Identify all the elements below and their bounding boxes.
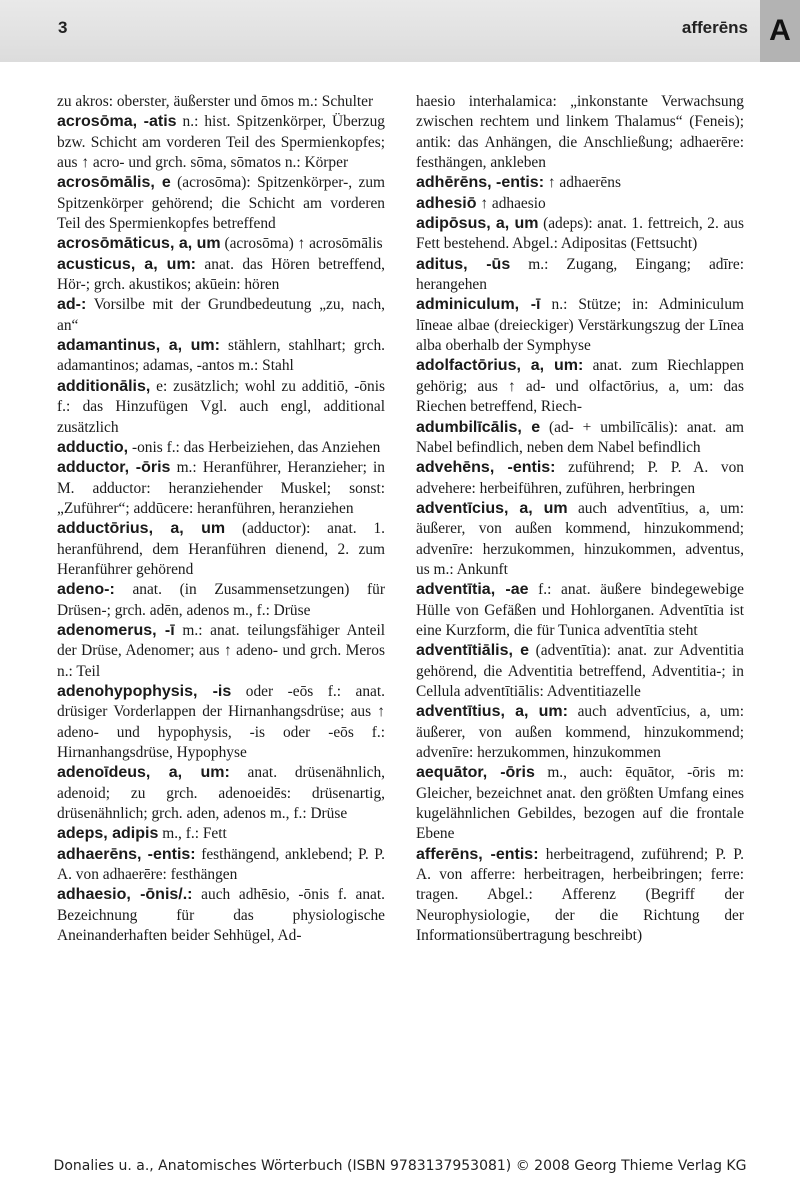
entry-headword: adamantinus, a, um: [57,337,220,355]
dictionary-entry [57,173,385,234]
dictionary-entry [416,418,744,459]
entry-headword: adventītia, -ae [416,581,529,599]
dictionary-entry [416,295,744,356]
entry-headword: adductio, [57,438,129,456]
entry-headword: adminiculum, -ī [416,296,541,314]
entry-definition: e: zusätzlich; wohl zu additiō, -ōnis f.: das Hinzufügen Vgl. auch engl, additional zusätzlich [57,377,385,436]
running-head: afferēns [681,18,748,37]
entry-headword: aequātor, -ōris [416,764,535,782]
entry-headword: adductōrius, a, um [57,520,226,538]
entry-definition: m.: anat. teilungsfähiger Anteil der Drüse, Adenomer; aus ↑ adeno- und grch. Meros n.: Teil [57,621,385,680]
entry-definition: (ad- + umbilīcālis): anat. am Nabel befindlich, neben dem Nabel befindlich [416,418,744,456]
entry-definition: stählern, stahlhart; grch. adamantinos; adamas, -antos m.: Stahl [57,337,385,375]
entry-headword: aditus, -ūs [416,255,511,273]
entry-headword: adeps, adipis [57,825,159,843]
dictionary-entry [57,234,385,254]
entry-definition: f.: anat. äußere bindegewebige Hülle von Gefäßen und Hohlorganen. Adventītia ist eine Kurzform, die für Tunica adventītia steht [416,581,745,639]
entry-definition: auch adventītius, a, um: äußerer, von außen kommend, hinzukommend; advenīre: herzukommen, hinzukommen, adventus, us m.: Ankunft [416,499,744,578]
entry-definition: anat. (in Zusammensetzungen) für Drüsen-; grch. adēn, adenos m., f.: Drüse [57,581,385,619]
entry-definition: ↑ adhaesio [476,194,546,212]
dictionary-entry [57,682,385,763]
entry-headword: adenoīdeus, a, um: [57,764,230,782]
dictionary-entry [416,702,744,763]
entry-headword: adolfactōrius, a, um: [416,357,584,375]
left-column [57,92,385,946]
entry-headword: advehēns, -entis: [416,459,556,477]
entry-headword: afferēns, -entis: [416,845,539,863]
dictionary-entry [57,112,385,173]
right-column [416,92,744,946]
dictionary-entry [57,92,385,112]
entry-definition: m.: Zugang, Eingang; adīre: herangehen [416,255,744,294]
entry-headword: acrosōmālis, e [57,174,171,192]
copyright-footer: Donalies u. a., Anatomisches Wörterbuch (ISBN 9783137953081) © 2008 Georg Thieme Verlag KG [53,1158,747,1174]
entry-headword: acusticus, a, um: [57,255,196,273]
dictionary-entry [416,255,744,296]
entry-definition: anat. zum Riechlappen gehörig; aus ↑ ad- und olfactōrius, a, um: das Riechen betreffend, Riech- [416,357,745,416]
entry-headword: adhesiō [416,194,477,212]
entry-headword: adenomerus, -ī [57,621,175,639]
dictionary-entry [416,641,744,702]
dictionary-entry [416,173,744,193]
entry-headword: adenohypophysis, -is [57,682,232,700]
entry-definition: zuführend; P. P. A. von advehere: herbeiführen, zuführen, herbringen [416,459,744,497]
entry-headword: adhaesio, -ōnis/.: [57,886,193,904]
entry-definition: ↑ adhaerēns [544,174,621,192]
dictionary-entry [57,458,385,519]
entry-definition: (adductor): anat. 1. heranführend, dem Heranführen dienend, 2. zum Heranführer gehörend [57,520,385,578]
entry-headword: ad-: [57,296,87,314]
entry-definition: auch adhēsio, -ōnis f. anat. Bezeichnung für das physiologische Aneinanderhaften beider Sehhügel, Ad- [57,886,386,945]
entry-headword: adeno-: [57,581,115,599]
dictionary-entry [57,845,385,886]
entry-headword: adventītius, a, um: [416,703,568,721]
dictionary-entry [57,621,385,682]
entry-definition: anat. das Hören betreffend, Hör-; grch. akustikos; akūein: hören [57,255,385,294]
entry-definition: haesio interhalamica: „inkonstante Verwachsung zwischen rechtem und linkem Thalamus“ (Feneis); antik: das Anhängen, die Anschließung; adhaerēre: festhängen, ankleben [416,93,744,172]
entry-headword: adhērēns, -entis: [416,174,545,192]
dictionary-entry [57,580,385,621]
dictionary-entry [416,214,744,255]
dictionary-entry [57,377,385,438]
entry-definition: anat. drüsenähnlich, adenoid; zu grch. adenoeidēs: drüsenartig, drüsenähnlich; grch. aden, adenos m., f.: Drüse [57,764,385,823]
dictionary-entry [416,580,744,641]
letter-tab: A [760,0,800,62]
entry-headword: acrosōma, -atis [57,113,177,131]
entry-definition: (acrosōma) ↑ acrosōmālis [220,235,383,253]
entry-definition: m., auch: ēquātor, -ōris m: Gleicher, bezeichnet anat. den größten Umfang eines kugelähnlichen Gebildes, bezogen auf die frontale Ebene [416,764,745,843]
dictionary-entry [57,255,385,296]
dictionary-entry [416,458,744,499]
entry-definition: n.: Stütze; in: Adminiculum līneae albae (dreieckiger) Verstärkungszug der Līnea alba oberhalb der Symphyse [416,296,745,355]
dictionary-entry [416,845,744,947]
entry-headword: adventītiālis, e [416,642,530,660]
entry-headword: acrosōmāticus, a, um [57,235,221,253]
entry-definition: herbeitragend, zuführend; P. P. A. von afferre: herbeitragen, herbeibringen; ferre: tragen. Abgel.: Afferenz (Begriff der Neurophysiologie, der die Richtung der Informationsübertragung beschreibt) [416,845,744,945]
entry-headword: adventīcius, a, um [416,499,568,517]
entry-headword: adipōsus, a, um [416,215,539,233]
dictionary-entry [57,336,385,377]
entry-headword: additionālis, [57,377,151,395]
entry-definition: auch adventīcius, a, um: äußerer, von außen kommend, hinzukommend; advenīre: herzukommen, hinzukommen [416,703,744,761]
entry-definition: festhängend, anklebend; P. P. A. von adhaerēre: festhängen [57,845,385,884]
page-number: 3 [58,18,68,37]
dictionary-entry [57,885,385,946]
entry-definition: zu akros: oberster, äußerster und ōmos m.: Schulter [57,93,374,110]
dictionary-entry [416,92,744,173]
entry-definition: m.: Heranführer, Heranzieher; in M. adductor: heranziehender Muskel; sonst: „Zuführer“; addūcere: heranführen, heranziehen [57,459,385,517]
dictionary-entry [416,499,744,580]
entry-headword: adhaerēns, -entis: [57,845,196,863]
entry-definition: -onis f.: das Herbeiziehen, das Anziehen [128,438,381,456]
entry-headword: adductor, -ōris [57,459,171,477]
entry-definition: (adventītia): anat. zur Adventitia gehörend, die Adventitia betreffend, Adventitia-; in Cellula adventītiālis: Adventitiazelle [416,642,744,700]
dictionary-entry [57,824,385,844]
entry-definition: (adeps): anat. 1. fettreich, 2. aus Fett bestehend. Abgel.: Adipositas (Fettsucht) [416,215,744,253]
entry-headword: adumbilīcālis, e [416,418,541,436]
page-header [0,0,800,62]
dictionary-entry [416,763,744,844]
dictionary-entry [57,519,385,580]
dictionary-entry [416,356,744,417]
dictionary-entry [57,438,385,458]
entry-definition: n.: hist. Spitzenkörper, Überzug bzw. Schicht am vorderen Teil des Spermienkopfes; aus ↑ acro- und grch. sōma, sōmatos n.: Körper [57,113,385,172]
dictionary-entry [57,763,385,824]
entry-definition: oder -eōs f.: anat. drüsiger Vorderlappen der Hirnanhangsdrüse; aus ↑ adeno- und hypophysis, -is oder -eōs f.: Hirnanhangsdrüse, Hypophyse [57,682,385,761]
entry-definition: m., f.: Fett [158,825,227,843]
entry-definition: Vorsilbe mit der Grundbedeutung „zu, nach, an“ [57,296,385,334]
dictionary-entry [416,194,744,214]
entry-definition: (acrosōma): Spitzenkörper-, zum Spitzenkörper gehörend; die Schicht am vorderen Teil des Spermienkopfes betreffend [57,174,385,233]
dictionary-entry [57,295,385,336]
